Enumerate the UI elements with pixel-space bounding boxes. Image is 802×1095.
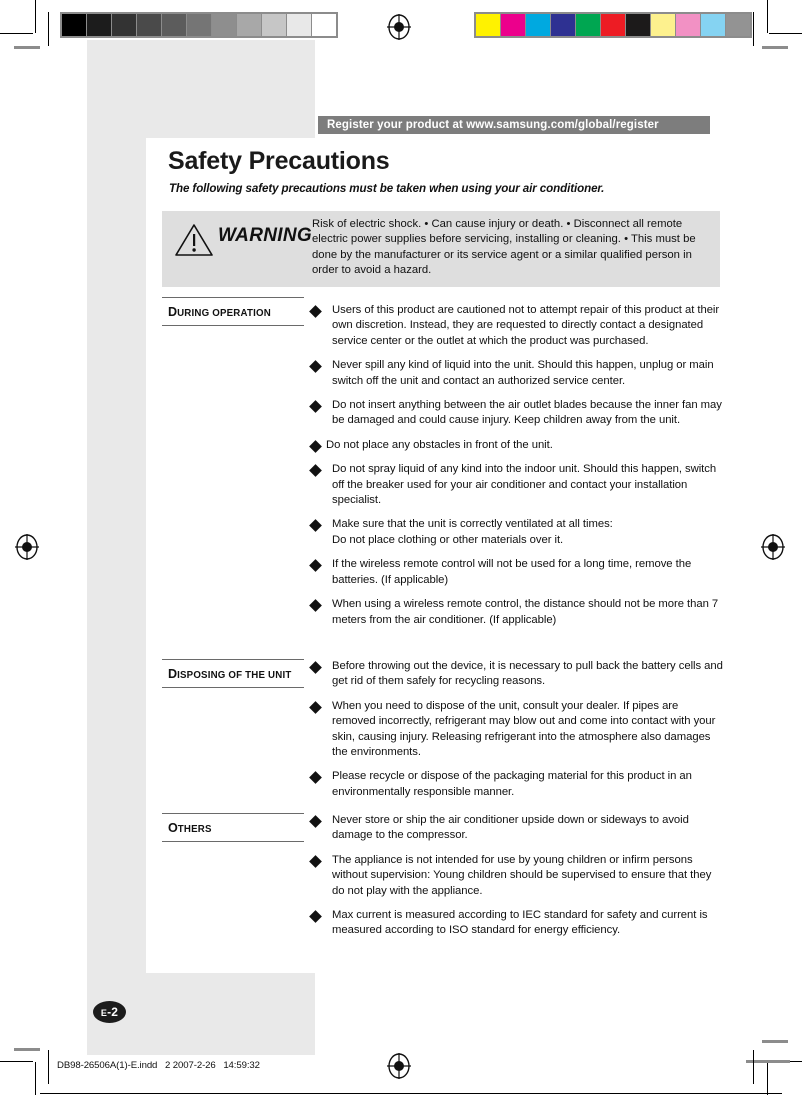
grayscale-swatch xyxy=(287,14,311,36)
crop-mark-bottom-left-h xyxy=(0,1061,33,1062)
trim-mark-bottom-right xyxy=(762,1040,788,1043)
color-swatch xyxy=(701,14,725,36)
color-swatch xyxy=(676,14,700,36)
crop-mark-top-left-v xyxy=(35,0,36,33)
warning-text: Risk of electric shock. • Can cause injury or death. • Disconnect all remote electric power supplies before servicing, installing or cleaning. • This must be done by the manufacturer or its service agent or a similar qualified person in order to avoid a hazard. xyxy=(312,218,696,276)
bleed-line-left-top xyxy=(48,12,49,46)
grayscale-swatch xyxy=(262,14,286,36)
bullet-item xyxy=(311,398,723,429)
page-title: Safety Precautions xyxy=(168,147,390,175)
print-footer-text: DB98-26506A(1)-E.indd 2 2007-2-26 14:59:32 xyxy=(57,1060,260,1071)
bullet-item xyxy=(311,438,723,453)
bullet-text: If the wireless remote control will not be used for a long time, remove the batteries. (If applicable) xyxy=(332,558,692,586)
diamond-bullet-icon xyxy=(309,910,322,923)
bullet-item xyxy=(311,358,723,389)
bullet-item xyxy=(311,853,723,899)
bullet-item xyxy=(311,813,723,844)
bullet-text: Do not place any obstacles in front of the unit. xyxy=(326,438,553,451)
registration-target-icon-bottom xyxy=(386,1053,412,1079)
color-swatch xyxy=(576,14,600,36)
bullet-item xyxy=(311,597,723,628)
page-bleed-background-top xyxy=(87,40,315,138)
bullet-text: Do not spray liquid of any kind into the indoor unit. Should this happen, switch off the breaker used for your air conditioner and contact your installation specialist. xyxy=(332,463,717,507)
bullet-text: Users of this product are cautioned not to attempt repair of this product at their own discretion. Instead, they are requested to directly contact a designated service center or the outlet at which the product was purchased. xyxy=(332,304,720,347)
diamond-bullet-icon xyxy=(309,400,322,413)
bleed-line-bottom xyxy=(40,1093,782,1094)
bullet-text: Do not insert anything between the air outlet blades because the inner fan may be damaged and could cause injury. Keep children away from the unit. xyxy=(332,399,722,427)
color-swatch xyxy=(501,14,525,36)
bullet-list xyxy=(311,659,723,800)
bullet-text: Max current is measured according to IEC standard for safety and current is measured according to ISO standard for energy efficiency. xyxy=(332,909,708,937)
bullet-item xyxy=(311,699,723,761)
grayscale-swatch xyxy=(137,14,161,36)
section-heading-others xyxy=(162,813,304,842)
bleed-line-right-bottom xyxy=(753,1050,754,1084)
registration-target-icon-left xyxy=(14,534,40,560)
bullet-text: When you need to dispose of the unit, consult your dealer. If pipes are removed incorrectly, refrigerant may blow out and come into contact with your skin, causing injury. Releasing refrigerant into the atmosphere also damages the environments. xyxy=(332,699,716,759)
section-heading-label: ISPOSING OF THE UNIT xyxy=(177,670,292,681)
warning-label: WARNING xyxy=(218,225,312,246)
registration-target-icon-top xyxy=(386,14,412,40)
crop-mark-bottom-left-v xyxy=(35,1062,36,1095)
section-heading-label: URING OPERATION xyxy=(177,308,271,319)
color-swatch xyxy=(476,14,500,36)
bleed-line-right-top xyxy=(753,12,754,46)
bleed-line-left-bottom xyxy=(48,1050,49,1084)
grayscale-swatch xyxy=(112,14,136,36)
grayscale-swatch xyxy=(237,14,261,36)
bullet-text: Please recycle or dispose of the packaging material for this product in an environmentally responsible manner. xyxy=(332,770,692,798)
diamond-bullet-icon xyxy=(309,701,322,714)
bullet-item xyxy=(311,303,723,349)
bullet-item xyxy=(311,517,723,548)
trim-mark-top-right xyxy=(762,46,788,49)
crop-mark-bottom-right-v xyxy=(767,1062,768,1095)
diamond-bullet-icon xyxy=(309,440,322,453)
bullet-text: Make sure that the unit is correctly ventilated at all times: Do not place clothing or other materials over it. xyxy=(332,518,613,546)
color-swatch xyxy=(651,14,675,36)
bullet-text: When using a wireless remote control, the distance should not be more than 7 meters from the air conditioner. (If applicable) xyxy=(332,598,719,626)
color-swatch xyxy=(526,14,550,36)
grayscale-swatch xyxy=(162,14,186,36)
grayscale-swatch xyxy=(187,14,211,36)
page-badge-number: -2 xyxy=(107,1005,119,1019)
diamond-bullet-icon xyxy=(309,772,322,785)
diamond-bullet-icon xyxy=(309,464,322,477)
grayscale-swatch xyxy=(87,14,111,36)
trim-mark-bottom-left xyxy=(14,1048,40,1051)
grayscale-swatch xyxy=(312,14,336,36)
color-swatch xyxy=(626,14,650,36)
diamond-bullet-icon xyxy=(309,559,322,572)
bullet-item xyxy=(311,462,723,508)
color-calibration-bar xyxy=(474,12,752,38)
grayscale-swatch xyxy=(62,14,86,36)
page-number-badge xyxy=(93,1001,126,1023)
diamond-bullet-icon xyxy=(309,855,322,868)
grayscale-calibration-bar xyxy=(60,12,338,38)
crop-mark-top-left-h xyxy=(0,33,33,34)
section-heading-initial: O xyxy=(168,821,178,835)
crop-mark-top-right-v xyxy=(767,0,768,33)
bullet-item xyxy=(311,908,723,939)
register-product-banner: Register your product at www.samsung.com/global/register xyxy=(318,116,710,134)
section-heading-initial: D xyxy=(168,305,178,319)
crop-mark-top-right-h xyxy=(769,33,802,34)
color-swatch xyxy=(726,14,750,36)
bullet-list xyxy=(311,303,723,628)
section-heading-initial: D xyxy=(168,667,178,681)
color-swatch xyxy=(551,14,575,36)
grayscale-swatch xyxy=(212,14,236,36)
page-badge-prefix: E xyxy=(100,1008,108,1018)
registration-target-icon-right xyxy=(760,534,786,560)
diamond-bullet-icon xyxy=(309,815,322,828)
warning-triangle-icon xyxy=(174,223,214,257)
bullet-list xyxy=(311,813,723,939)
section-heading-disposing-of-the-unit xyxy=(162,659,304,688)
warning-box xyxy=(162,211,720,287)
section-heading-during-operation xyxy=(162,297,304,326)
trim-mark-top-left xyxy=(14,46,40,49)
bullet-text: Never spill any kind of liquid into the unit. Should this happen, unplug or main switch off the unit and contact an authorized service center. xyxy=(332,359,714,387)
bullet-item xyxy=(311,659,723,690)
bullet-text: The appliance is not intended for use by young children or infirm persons without supervision: Young children should be supervised to ensure that they do not play with the appliance. xyxy=(332,853,712,897)
color-swatch xyxy=(601,14,625,36)
diamond-bullet-icon xyxy=(309,520,322,533)
diamond-bullet-icon xyxy=(309,360,322,373)
section-heading-label: THERS xyxy=(177,824,212,835)
page-subtitle: The following safety precautions must be taken when using your air conditioner. xyxy=(169,182,605,195)
bullet-text: Before throwing out the device, it is necessary to pull back the battery cells and get rid of them safely for recycling reasons. xyxy=(332,660,723,688)
bullet-item xyxy=(311,769,723,800)
diamond-bullet-icon xyxy=(309,599,322,612)
bullet-item xyxy=(311,557,723,588)
bullet-text: Never store or ship the air conditioner upside down or sideways to avoid damage to the compressor. xyxy=(332,814,689,842)
diamond-bullet-icon xyxy=(309,661,322,674)
diamond-bullet-icon xyxy=(309,305,322,318)
